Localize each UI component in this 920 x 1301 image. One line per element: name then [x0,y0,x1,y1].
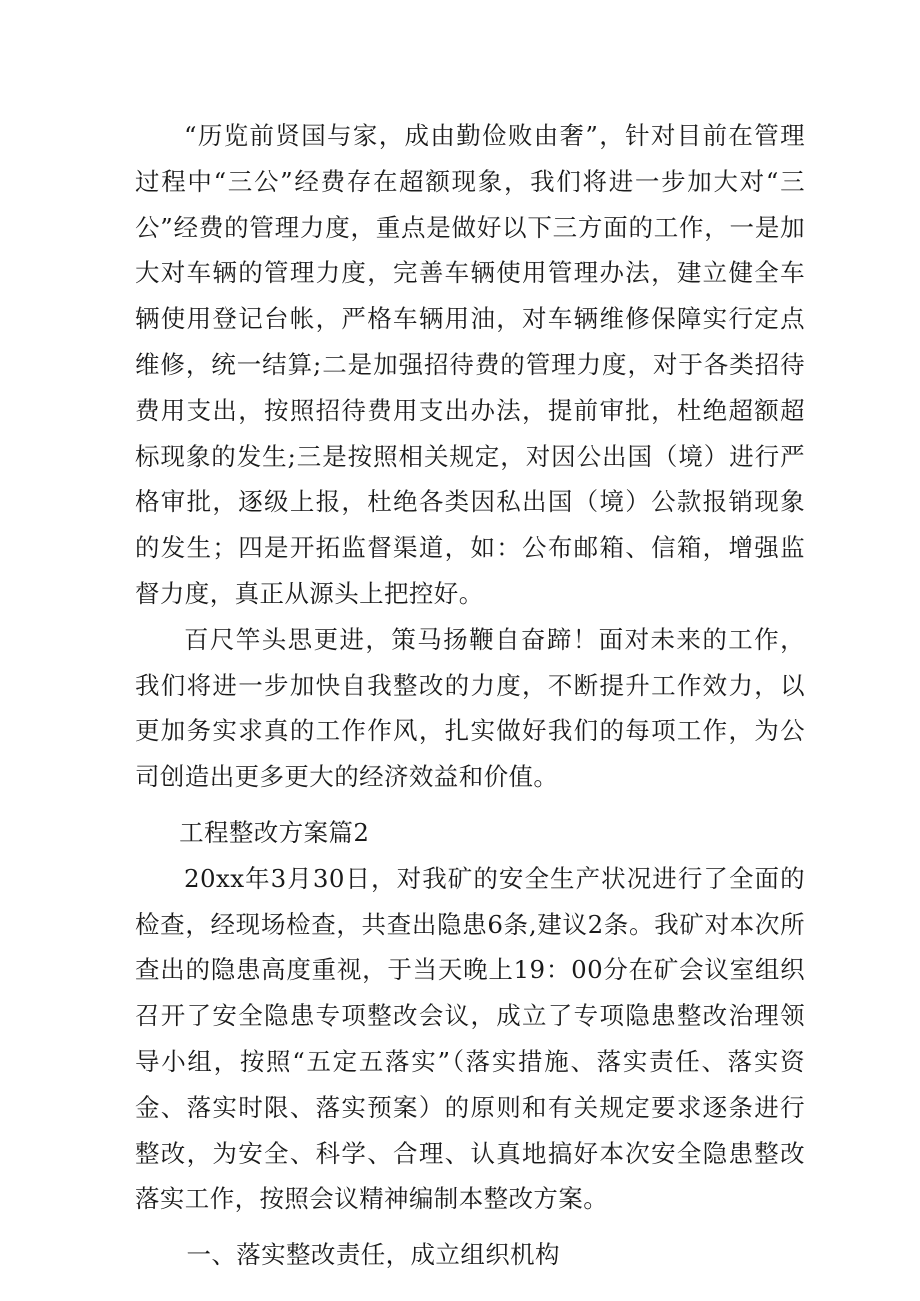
document-body [135,113,805,1278]
section-title: 一、落实整改责任，成立组织机构 [186,1240,560,1270]
document-heading: 工程整改方案篇2 [179,817,370,847]
paragraph-inspection: 20xx年3月30日，对我矿的安全生产状况进行了全面的检查，经现场检查，共查出隐患6条,建议2条。我矿对本次所查出的隐患高度重视，于当天晚上19：00分在矿会议室组织召开了安全隐患专项整改会议，成立了专项隐患整改治理领导小组，按照“五定五落实”（落实措施、落实责任、落实资金、落实时限、落实预案）的原则和有关规定要求逐条进行整改，为安全、科学、合理、认真地搞好本次安全隐患整改落实工作，按照会议精神编制本整改方案。 [135,863,805,1214]
paragraph-sangong-expenses: “历览前贤国与家，成由勤俭败由奢”，针对目前在管理过程中“三公”经费存在超额现象，我们将进一步加大对“三公”经费的管理力度，重点是做好以下三方面的工作，一是加大对车辆的管理力度，完善车辆使用管理办法，建立健全车辆使用登记台帐，严格车辆用油，对车辆维修保障实行定点维修，统一结算;二是加强招待费的管理力度，对于各类招待费用支出，按照招待费用支出办法，提前审批，杜绝超额超标现象的发生;三是按照相关规定，对因公出国（境）进行严格审批，逐级上报，杜绝各类因私出国（境）公款报销现象的发生；四是开拓监督渠道，如：公布邮箱、信箱，增强监督力度，真正从源头上把控好。 [135,121,805,608]
paragraph-future-work: 百尺竿头思更进，策马扬鞭自奋蹄！面对未来的工作，我们将进一步加快自我整改的力度，不断提升工作效力，以更加务实求真的工作作风，扎实做好我们的每项工作，为公司创造出更多更大的经济效益和价值。 [135,624,805,792]
